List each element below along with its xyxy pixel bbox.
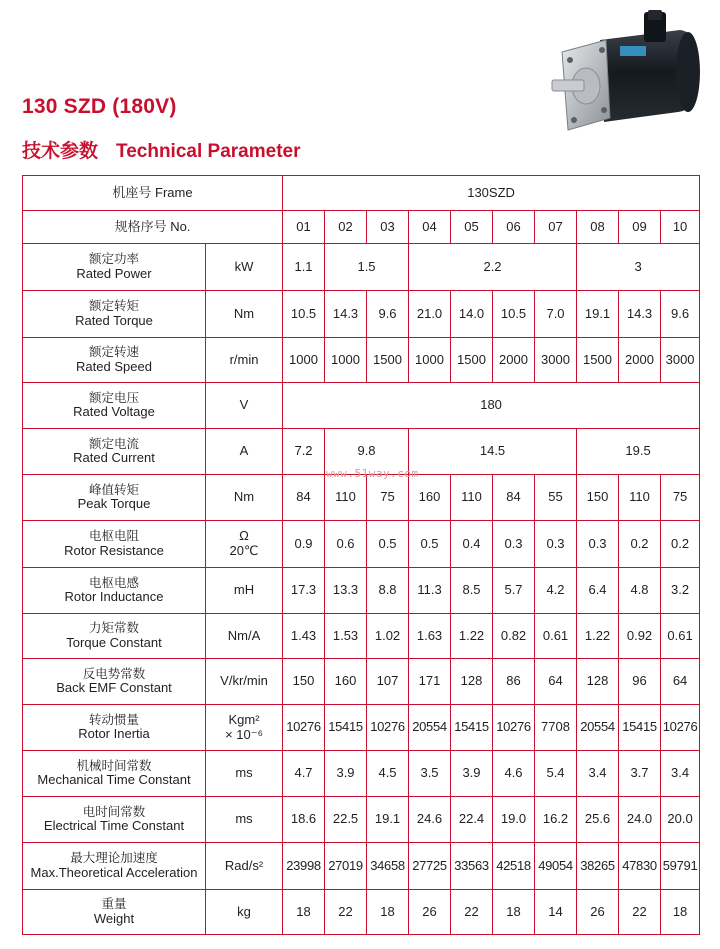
parameter-unit [206, 751, 283, 797]
value-cell: 1.53 [325, 614, 367, 659]
table-row [23, 890, 700, 935]
page-title: 130 SZD (180V) [22, 95, 177, 118]
parameter-name-en: Peak Torque [77, 496, 151, 512]
value-cell: 27725 [409, 843, 451, 890]
value-cell: 4.8 [619, 568, 661, 614]
parameter-unit [206, 244, 283, 291]
parameter-name-en: Max.Theoretical Acceleration [30, 864, 198, 880]
value-cell: 128 [577, 659, 619, 705]
value-cell: 150 [283, 659, 325, 705]
unit-text: Kgm² [228, 711, 260, 727]
value-cell: 5.4 [535, 751, 577, 797]
parameter-name-en: Rotor Inductance [64, 589, 164, 605]
parameter-name-en: Mechanical Time Constant [37, 772, 191, 788]
value-cell: 1.22 [451, 614, 493, 659]
parameter-unit [206, 383, 283, 429]
parameter-name-en: Rotor Inertia [78, 726, 150, 742]
parameter-name [23, 568, 206, 614]
unit-text: ms [235, 811, 253, 827]
value-cell: 14.3 [325, 291, 367, 338]
spec-number-label: 规格序号 No. [23, 211, 283, 244]
value-cell: 3.4 [661, 751, 700, 797]
parameter-name [23, 338, 206, 383]
parameter-name-en: Back EMF Constant [56, 680, 172, 696]
spec-number-cell: 10 [661, 211, 700, 244]
unit-text: Nm [233, 489, 255, 505]
parameter-name-cn: 重量 [101, 896, 127, 912]
value-cell: 1.1 [283, 244, 325, 291]
value-cell: 18 [661, 890, 700, 935]
table-row [23, 338, 700, 383]
spec-number-cell: 08 [577, 211, 619, 244]
value-cell: 4.7 [283, 751, 325, 797]
value-cell: 1.43 [283, 614, 325, 659]
value-cell: 20554 [409, 705, 451, 751]
value-cell: 0.4 [451, 521, 493, 568]
parameter-name-cn: 峰值转矩 [88, 481, 139, 497]
table-row [23, 475, 700, 521]
parameter-name-en: Rotor Resistance [64, 542, 164, 558]
value-cell: 75 [367, 475, 409, 521]
unit-text: Ω [239, 528, 249, 544]
value-cell: 96 [619, 659, 661, 705]
parameter-unit [206, 843, 283, 890]
value-cell: 4.6 [493, 751, 535, 797]
value-cell: 3000 [661, 338, 700, 383]
frame-value: 130SZD [283, 176, 700, 211]
parameter-name [23, 429, 206, 475]
value-cell: 18.6 [283, 797, 325, 843]
unit-text: Nm [233, 305, 255, 321]
value-cell: 110 [325, 475, 367, 521]
value-cell: 0.9 [283, 521, 325, 568]
value-cell: 0.5 [367, 521, 409, 568]
value-cell: 33563 [451, 843, 493, 890]
unit-text: kW [234, 258, 254, 274]
parameter-name-en: Rated Voltage [73, 404, 155, 420]
table-row [23, 291, 700, 338]
value-cell: 1500 [577, 338, 619, 383]
parameter-unit [206, 429, 283, 475]
parameter-name [23, 614, 206, 659]
value-cell: 3.5 [409, 751, 451, 797]
unit-text: kg [237, 903, 251, 919]
table-row [23, 751, 700, 797]
value-cell: 0.92 [619, 614, 661, 659]
table-row [23, 383, 700, 429]
value-cell: 64 [661, 659, 700, 705]
section-heading-en: Technical Parameter [116, 141, 301, 162]
value-cell: 22 [619, 890, 661, 935]
value-cell: 14.3 [619, 291, 661, 338]
value-cell: 180 [283, 383, 700, 429]
table-row [23, 705, 700, 751]
value-cell: 3.9 [325, 751, 367, 797]
value-cell: 110 [619, 475, 661, 521]
table-row [23, 659, 700, 705]
parameter-unit [206, 568, 283, 614]
parameter-name-cn: 额定功率 [88, 251, 139, 267]
parameter-unit [206, 890, 283, 935]
parameter-name-en: Torque Constant [66, 634, 162, 650]
unit-text: mH [233, 582, 255, 598]
watermark: www.51way.com [326, 467, 419, 480]
parameter-name-cn: 电枢电感 [88, 574, 139, 590]
parameter-name [23, 751, 206, 797]
value-cell: 25.6 [577, 797, 619, 843]
unit-subtext: × 10⁻⁶ [225, 726, 263, 742]
spec-number-cell: 05 [451, 211, 493, 244]
value-cell: 171 [409, 659, 451, 705]
value-cell: 0.61 [535, 614, 577, 659]
value-cell: 34658 [367, 843, 409, 890]
motor-product-image [548, 10, 708, 138]
value-cell: 1500 [451, 338, 493, 383]
value-cell: 27019 [325, 843, 367, 890]
value-cell: 3.7 [619, 751, 661, 797]
value-cell: 59791 [661, 843, 700, 890]
value-cell: 0.82 [493, 614, 535, 659]
spec-number-cell: 02 [325, 211, 367, 244]
value-cell: 2.2 [409, 244, 577, 291]
value-cell: 16.2 [535, 797, 577, 843]
parameter-name [23, 843, 206, 890]
value-cell: 22 [451, 890, 493, 935]
table-row [23, 843, 700, 890]
value-cell: 0.5 [409, 521, 451, 568]
parameter-name-en: Electrical Time Constant [43, 818, 185, 834]
parameter-name-cn: 电枢电阻 [88, 528, 139, 544]
value-cell: 13.3 [325, 568, 367, 614]
value-cell: 14 [535, 890, 577, 935]
value-cell: 15415 [451, 705, 493, 751]
value-cell: 10.5 [283, 291, 325, 338]
unit-text: V [239, 397, 249, 413]
value-cell: 84 [493, 475, 535, 521]
value-cell: 17.3 [283, 568, 325, 614]
parameter-name-cn: 额定电流 [88, 435, 139, 451]
technical-parameter-table [22, 175, 700, 935]
value-cell: 49054 [535, 843, 577, 890]
value-cell: 10276 [283, 705, 325, 751]
value-cell: 18 [367, 890, 409, 935]
value-cell: 128 [451, 659, 493, 705]
value-cell: 20.0 [661, 797, 700, 843]
value-cell: 10.5 [493, 291, 535, 338]
value-cell: 9.8 [325, 429, 409, 475]
parameter-name [23, 797, 206, 843]
parameter-unit [206, 291, 283, 338]
parameter-name [23, 475, 206, 521]
value-cell: 86 [493, 659, 535, 705]
parameter-name-en: Rated Current [73, 450, 155, 466]
value-cell: 0.3 [535, 521, 577, 568]
unit-text: A [239, 443, 249, 459]
value-cell: 1000 [325, 338, 367, 383]
value-cell: 4.5 [367, 751, 409, 797]
parameter-name [23, 521, 206, 568]
value-cell: 84 [283, 475, 325, 521]
frame-label: 机座号 Frame [23, 176, 283, 211]
parameter-name-en: Weight [93, 910, 135, 926]
parameter-name-cn: 额定转速 [88, 344, 139, 360]
value-cell: 9.6 [661, 291, 700, 338]
spec-number-cell: 01 [283, 211, 325, 244]
value-cell: 55 [535, 475, 577, 521]
spec-number-cell: 03 [367, 211, 409, 244]
parameter-name-en: Rated Torque [75, 312, 153, 328]
value-cell: 0.2 [661, 521, 700, 568]
value-cell: 24.0 [619, 797, 661, 843]
value-cell: 3.9 [451, 751, 493, 797]
parameter-name-cn: 电时间常数 [82, 803, 146, 819]
parameter-name [23, 890, 206, 935]
table-row [23, 244, 700, 291]
table-row [23, 614, 700, 659]
parameter-name [23, 659, 206, 705]
section-heading [22, 136, 300, 163]
value-cell: 1000 [409, 338, 451, 383]
value-cell: 22.4 [451, 797, 493, 843]
value-cell: 4.2 [535, 568, 577, 614]
section-heading-cn: 技术参数 [22, 140, 99, 162]
value-cell: 22 [325, 890, 367, 935]
value-cell: 1.02 [367, 614, 409, 659]
value-cell: 0.2 [619, 521, 661, 568]
parameter-unit [206, 797, 283, 843]
value-cell: 1500 [367, 338, 409, 383]
parameter-name [23, 383, 206, 429]
parameter-name-cn: 最大理论加速度 [70, 850, 158, 866]
value-cell: 2000 [619, 338, 661, 383]
parameter-name-cn: 额定电压 [88, 389, 139, 405]
value-cell: 1.22 [577, 614, 619, 659]
parameter-name [23, 705, 206, 751]
value-cell: 15415 [325, 705, 367, 751]
value-cell: 0.61 [661, 614, 700, 659]
parameter-name-en: Rated Speed [76, 358, 152, 374]
value-cell: 47830 [619, 843, 661, 890]
parameter-name-en: Rated Power [76, 265, 152, 281]
parameter-name-cn: 机械时间常数 [76, 757, 152, 773]
value-cell: 0.3 [577, 521, 619, 568]
parameter-unit [206, 705, 283, 751]
value-cell: 3 [577, 244, 700, 291]
unit-text: r/min [229, 351, 259, 367]
frame-row [23, 176, 700, 211]
value-cell: 160 [325, 659, 367, 705]
value-cell: 3.2 [661, 568, 700, 614]
value-cell: 21.0 [409, 291, 451, 338]
spec-number-cell: 07 [535, 211, 577, 244]
parameter-name [23, 244, 206, 291]
value-cell: 3000 [535, 338, 577, 383]
spec-number-cell: 06 [493, 211, 535, 244]
parameter-name-cn: 反电势常数 [82, 665, 146, 681]
parameter-unit [206, 521, 283, 568]
parameter-name-cn: 力矩常数 [88, 620, 139, 636]
value-cell: 64 [535, 659, 577, 705]
value-cell: 5.7 [493, 568, 535, 614]
parameter-name-cn: 额定转矩 [88, 298, 139, 314]
value-cell: 22.5 [325, 797, 367, 843]
spec-number-row [23, 211, 700, 244]
value-cell: 8.5 [451, 568, 493, 614]
spec-number-cell: 04 [409, 211, 451, 244]
value-cell: 19.5 [577, 429, 700, 475]
value-cell: 18 [493, 890, 535, 935]
value-cell: 26 [577, 890, 619, 935]
value-cell: 110 [451, 475, 493, 521]
value-cell: 11.3 [409, 568, 451, 614]
value-cell: 7.2 [283, 429, 325, 475]
value-cell: 1000 [283, 338, 325, 383]
value-cell: 18 [283, 890, 325, 935]
value-cell: 42518 [493, 843, 535, 890]
value-cell: 75 [661, 475, 700, 521]
value-cell: 19.1 [577, 291, 619, 338]
parameter-unit [206, 659, 283, 705]
value-cell: 8.8 [367, 568, 409, 614]
unit-text: Rad/s² [224, 857, 264, 873]
parameter-name [23, 291, 206, 338]
value-cell: 23998 [283, 843, 325, 890]
value-cell: 160 [409, 475, 451, 521]
value-cell: 0.3 [493, 521, 535, 568]
value-cell: 9.6 [367, 291, 409, 338]
value-cell: 20554 [577, 705, 619, 751]
value-cell: 14.5 [409, 429, 577, 475]
value-cell: 107 [367, 659, 409, 705]
value-cell: 14.0 [451, 291, 493, 338]
parameter-name-cn: 转动惯量 [88, 711, 139, 727]
parameter-unit [206, 475, 283, 521]
unit-text: ms [235, 765, 253, 781]
value-cell: 10276 [661, 705, 700, 751]
unit-text: V/kr/min [220, 673, 268, 689]
table-row [23, 797, 700, 843]
value-cell: 15415 [619, 705, 661, 751]
value-cell: 19.0 [493, 797, 535, 843]
value-cell: 7708 [535, 705, 577, 751]
value-cell: 10276 [493, 705, 535, 751]
value-cell: 7.0 [535, 291, 577, 338]
parameter-unit [206, 614, 283, 659]
table-row [23, 521, 700, 568]
value-cell: 150 [577, 475, 619, 521]
value-cell: 38265 [577, 843, 619, 890]
value-cell: 3.4 [577, 751, 619, 797]
unit-text: Nm/A [227, 627, 261, 643]
value-cell: 26 [409, 890, 451, 935]
unit-subtext: 20℃ [229, 543, 259, 558]
value-cell: 1.63 [409, 614, 451, 659]
value-cell: 10276 [367, 705, 409, 751]
value-cell: 2000 [493, 338, 535, 383]
table-row [23, 568, 700, 614]
value-cell: 24.6 [409, 797, 451, 843]
value-cell: 6.4 [577, 568, 619, 614]
parameter-unit [206, 338, 283, 383]
spec-number-cell: 09 [619, 211, 661, 244]
value-cell: 0.6 [325, 521, 367, 568]
value-cell: 19.1 [367, 797, 409, 843]
value-cell: 1.5 [325, 244, 409, 291]
